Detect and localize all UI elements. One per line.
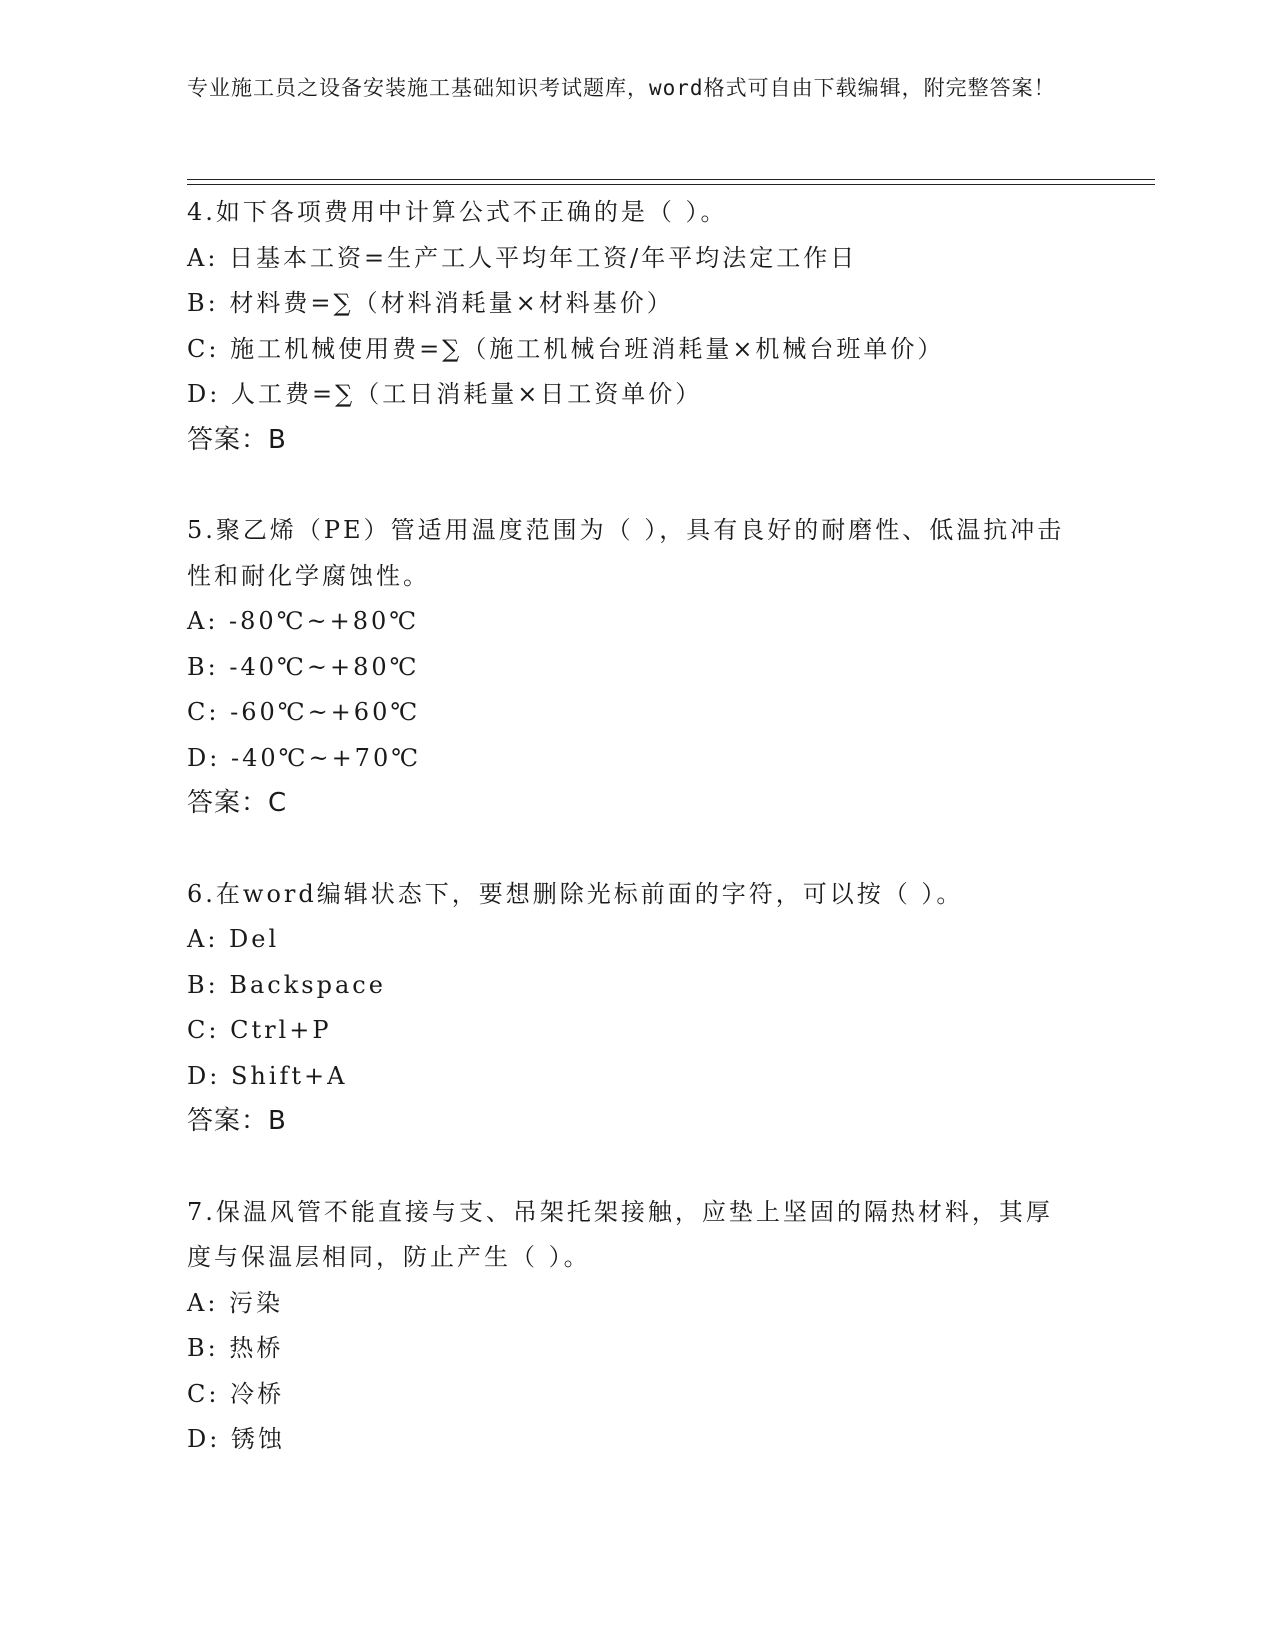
option-b: B: 热桥 (187, 1334, 284, 1362)
option-b: B: -40℃~+80℃ (187, 652, 420, 681)
answer-label: 答案：B (187, 424, 287, 455)
option-c: C: 施工机械使用费=∑（施工机械台班消耗量×机械台班单价） (187, 334, 945, 363)
question-6 (187, 872, 1087, 1145)
answer-label: 答案：C (187, 788, 288, 818)
option-c: C: 冷桥 (187, 1379, 285, 1408)
option-c: C: Ctrl+P (187, 1016, 332, 1044)
document-header: 专业施工员之设备安装施工基础知识考试题库，word格式可自由下载编辑，附完整答案！ (187, 76, 1056, 100)
option-d: D: Shift+A (187, 1061, 348, 1090)
header-divider-top (187, 179, 1155, 180)
option-b: B: Backspace (187, 970, 386, 999)
option-a: A: -80℃~+80℃ (187, 607, 420, 635)
question-5 (187, 508, 1087, 827)
answer-label: 答案：B (187, 1106, 287, 1136)
question-stem: 4.如下各项费用中计算公式不正确的是（ ）。 (187, 198, 728, 226)
option-b: B: 材料费=∑（材料消耗量×材料基价） (187, 289, 674, 317)
option-c: C: -60℃~+60℃ (187, 698, 421, 726)
option-a: A: 污染 (187, 1288, 284, 1317)
question-7 (187, 1190, 1087, 1463)
option-a: A: Del (187, 925, 280, 953)
option-d: D: -40℃~+70℃ (187, 743, 422, 772)
question-4 (187, 190, 1087, 463)
question-stem: 7.保温风管不能直接与支、吊架托架接触，应垫上坚固的隔热材料，其厚度与保温层相同，防止产生（ ）。 (187, 1197, 1053, 1271)
question-stem: 5.聚乙烯（PE）管适用温度范围为（ ），具有良好的耐磨性、低温抗冲击性和耐化学腐蚀性。 (187, 516, 1065, 590)
option-d: D: 人工费=∑（工日消耗量×日工资单价） (187, 380, 703, 408)
option-d: D: 锈蚀 (187, 1425, 285, 1453)
question-stem: 6.在word编辑状态下，要想删除光标前面的字符，可以按（ ）。 (187, 879, 964, 908)
option-a: A: 日基本工资=生产工人平均年工资/年平均法定工作日 (187, 243, 858, 272)
header-divider-bottom (187, 184, 1155, 185)
question-list (187, 190, 1087, 1508)
